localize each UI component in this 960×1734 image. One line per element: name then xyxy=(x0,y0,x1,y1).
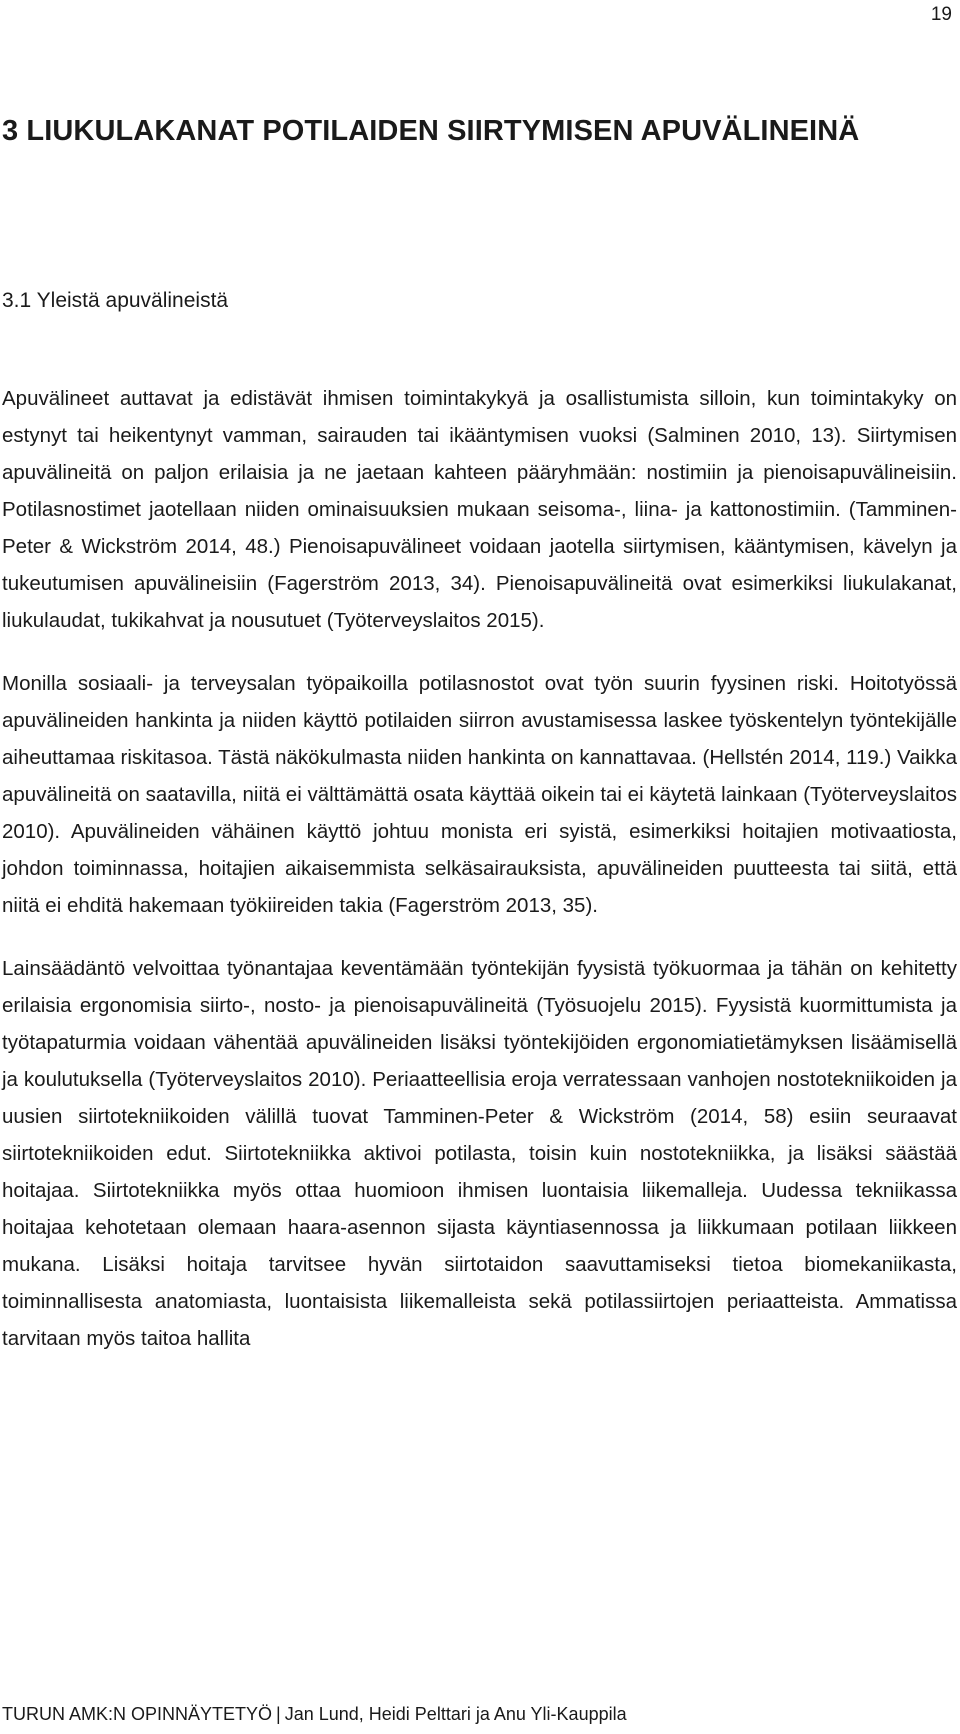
paragraph: Apuvälineet auttavat ja edistävät ihmisen toimintakykyä ja osallistumista silloin, kun toimintakyky on estynyt tai heikentynyt vamman, sairauden tai ikääntymisen vuoksi (Salminen 2010, 13). Siirtymisen apuvälineitä on paljon erilaisia ja ne jaetaan kahteen pääryhmään: nostimiin ja pienoisapuvälineisiin. Potilasnostimet jaotellaan niiden ominaisuuksien mukaan seisoma-, liina- ja kattonostimiin. (Tamminen-Peter & Wickström 2014, 48.) Pienoisapuvälineet voidaan jaotella siirtymisen, kääntymisen, kävelyn ja tukeutumisen apuvälineisiin (Fagerström 2013, 34). Pienoisapuvälineitä ovat esimerkiksi liukulakanat, liukulaudat, tukikahvat ja nousutuet (Työterveyslaitos 2015). xyxy=(2,387,957,632)
page-footer xyxy=(2,1703,627,1725)
page-number: 19 xyxy=(930,4,952,25)
paragraph: Lainsäädäntö velvoittaa työnantajaa keventämään työntekijän fyysistä työkuormaa ja tähän on kehitetty erilaisia ergonomisia siirto-, nosto- ja pienoisapuvälineitä (Työsuojelu 2015). Fyysistä kuormittumista ja työtapaturmia voidaan vähentää apuvälineiden lisäksi työntekijöiden ergonomiatietämyksen lisäämisellä ja koulutuksella (Työterveyslaitos 2010). Periaatteellisia eroja verratessaan vanhojen nostotekniikoiden ja uusien siirtotekniikoiden välillä tuovat Tamminen-Peter & Wickström (2014, 58) esiin seuraavat siirtotekniikoiden edut. Siirtotekniikka aktivoi potilasta, toisin kuin nostotekniikka, ja lisäksi säästää hoitajaa. Siirtotekniikka myös ottaa huomioon ihmisen luontaisia liikemalleja. Uudessa tekniikassa hoitajaa kehotetaan olemaan haara-asennon sijasta käyntiasennossa ja liikkumaan potilaan liikkeen mukana. Lisäksi hoitaja tarvitsee hyvän siirtotaidon saavuttamiseksi tietoa biomekaniikasta, toiminnallisesta anatomiasta, luontaisista liikemalleista sekä potilassiirtojen periaatteista. Ammatissa tarvitaan myös taitoa hallita xyxy=(2,957,957,1350)
footer-authors: Jan Lund, Heidi Pelttari ja Anu Yli-Kauppila xyxy=(284,1704,627,1724)
body-text xyxy=(2,380,957,1383)
section-title: 3.1 Yleistä apuvälineistä xyxy=(2,289,229,312)
paragraph: Monilla sosiaali- ja terveysalan työpaikoilla potilasnostot ovat työn suurin fyysinen riski. Hoitotyössä apuvälineiden hankinta ja niiden käyttö potilaiden siirron avustamisessa laskee työskentelyn työntekijälle aiheuttamaa riskitasoa. Tästä näkökulmasta niiden hankinta on kannattavaa. (Hellstén 2014, 119.) Vaikka apuvälineitä on saatavilla, niitä ei välttämättä osata käyttää oikein tai ei käytetä lainkaan (Työterveyslaitos 2010). Apuvälineiden vähäinen käyttö johtuu monista eri syistä, esimerkiksi hoitajien motivaatiosta, johdon toiminnassa, hoitajien aikaisemmista selkäsairauksista, apuvälineiden puutteesta tai siitä, että niitä ei ehditä hakemaan työkiireiden takia (Fagerström 2013, 35). xyxy=(2,672,957,917)
footer-institution: TURUN AMK:N OPINNÄYTETYÖ xyxy=(2,1704,273,1724)
chapter-title: 3 LIUKULAKANAT POTILAIDEN SIIRTYMISEN APUVÄLINEINÄ xyxy=(2,115,860,147)
footer-separator: | xyxy=(276,1704,281,1724)
